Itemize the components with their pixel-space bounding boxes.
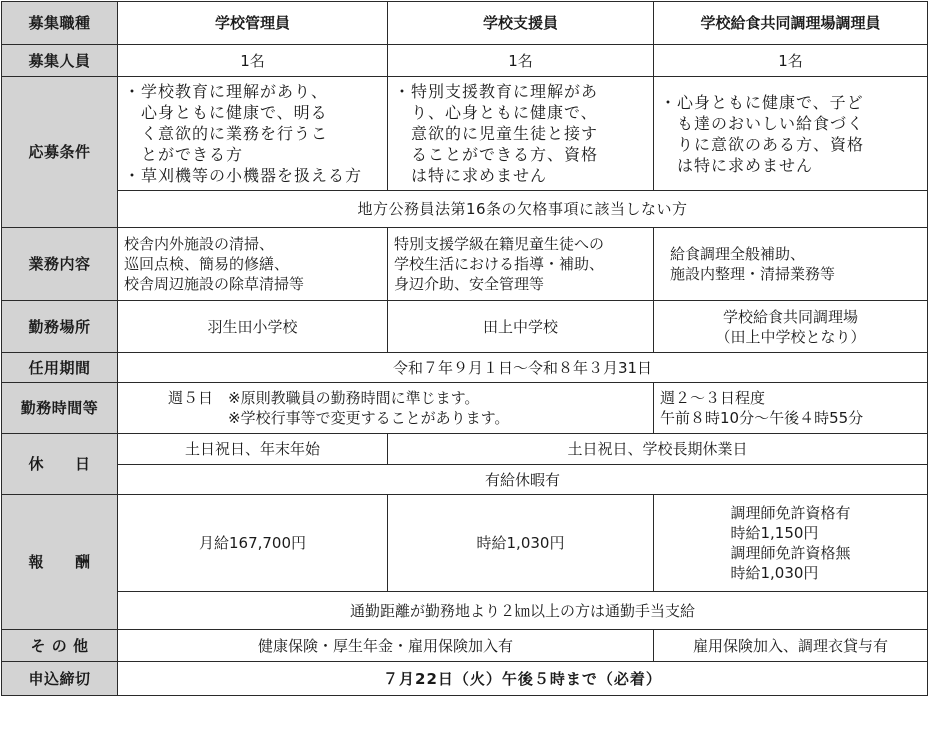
term-label: 任用期間 <box>2 353 118 383</box>
workplace-support: 田上中学校 <box>388 301 654 353</box>
deadline-label: 申込締切 <box>2 662 118 696</box>
workplace-row <box>2 301 928 353</box>
workplace-cook <box>654 301 928 353</box>
workplace-manager: 羽生田小学校 <box>118 301 388 353</box>
duties-support <box>388 228 654 301</box>
duties-support-text: 特別支援学級在籍児童生徒への 学校生活における指導・補助、 身辺介助、安全管理等 <box>394 235 605 293</box>
condition-manager-text: ・学校教育に理解があり、 心身ともに健康で、明る く意欲的に業務を行うこ とができる方 ・草刈機等の小機器を扱える方 <box>124 82 363 185</box>
term-value: 令和７年９月１日～令和８年３月31日 <box>118 353 928 383</box>
other-row <box>2 630 928 662</box>
recruitment-table <box>1 1 928 696</box>
headcount-row <box>2 45 928 77</box>
hours-cook-text: 週２～３日程度 午前８時10分～午後４時55分 <box>660 389 864 427</box>
holiday-label: 休 日 <box>2 434 118 495</box>
pay-cook <box>654 495 928 592</box>
paid-leave: 有給休暇有 <box>118 465 928 495</box>
term-row <box>2 353 928 383</box>
conditions-common-row <box>2 191 928 228</box>
job-school-support: 学校支援員 <box>388 2 654 45</box>
workplace-label: 勤務場所 <box>2 301 118 353</box>
paid-leave-row <box>2 465 928 495</box>
headcount-label: 募集人員 <box>2 45 118 77</box>
header-label: 募集職種 <box>2 2 118 45</box>
holiday-others: 土日祝日、学校長期休業日 <box>388 434 928 465</box>
workplace-cook-text: 学校給食共同調理場 （田上中学校となり） <box>715 307 866 346</box>
holiday-manager: 土日祝日、年末年始 <box>118 434 388 465</box>
condition-cook <box>654 77 928 191</box>
duties-cook-text: 給食調理全般補助、 施設内整理・清掃業務等 <box>670 245 836 283</box>
conditions-row <box>2 77 928 191</box>
commute-allowance: 通勤距離が勤務地より２㎞以上の方は通勤手当支給 <box>118 592 928 630</box>
commute-row <box>2 592 928 630</box>
other-label: そ の 他 <box>2 630 118 662</box>
other-common: 健康保険・厚生年金・雇用保険加入有 <box>118 630 654 662</box>
pay-manager: 月給167,700円 <box>118 495 388 592</box>
condition-cook-text: ・心身ともに健康で、子ど も達のおいしい給食づく りに意欲のある方、資格 は特に求めません <box>660 92 865 175</box>
duties-cook <box>654 228 928 301</box>
hours-label: 勤務時間等 <box>2 383 118 434</box>
condition-support <box>388 77 654 191</box>
duties-label: 業務内容 <box>2 228 118 301</box>
hours-common <box>118 383 654 434</box>
other-cook: 雇用保険加入、調理衣貸与有 <box>654 630 928 662</box>
condition-support-text: ・特別支援教育に理解があ り、心身ともに健康で、 意欲的に児童生徒と接す ることができる方、資格 は特に求めません <box>394 82 599 185</box>
hours-common-text: 週５日 ※原則教職員の勤務時間に準じます。 ※学校行事等で変更することがあります。 <box>168 389 510 427</box>
headcount-support: 1名 <box>388 45 654 77</box>
holiday-row <box>2 434 928 465</box>
deadline-row <box>2 662 928 696</box>
pay-row <box>2 495 928 592</box>
headcount-manager: 1名 <box>118 45 388 77</box>
condition-common: 地方公務員法第16条の欠格事項に該当しない方 <box>118 191 928 228</box>
duties-row <box>2 228 928 301</box>
hours-row <box>2 383 928 434</box>
pay-cook-text: 調理師免許資格有 時給1,150円 調理師免許資格無 時給1,030円 <box>730 504 851 582</box>
header-row <box>2 2 928 45</box>
job-lunch-cook: 学校給食共同調理場調理員 <box>654 2 928 45</box>
job-school-manager: 学校管理員 <box>118 2 388 45</box>
pay-support: 時給1,030円 <box>388 495 654 592</box>
condition-manager <box>118 77 388 191</box>
deadline-value: ７月22日（火）午後５時まで（必着） <box>118 662 928 696</box>
conditions-label: 応募条件 <box>2 77 118 228</box>
hours-cook <box>654 383 928 434</box>
headcount-cook: 1名 <box>654 45 928 77</box>
duties-manager-text: 校舎内外施設の清掃、 巡回点検、簡易的修繕、 校舎周辺施設の除草清掃等 <box>124 235 305 293</box>
pay-label: 報 酬 <box>2 495 118 630</box>
duties-manager <box>118 228 388 301</box>
